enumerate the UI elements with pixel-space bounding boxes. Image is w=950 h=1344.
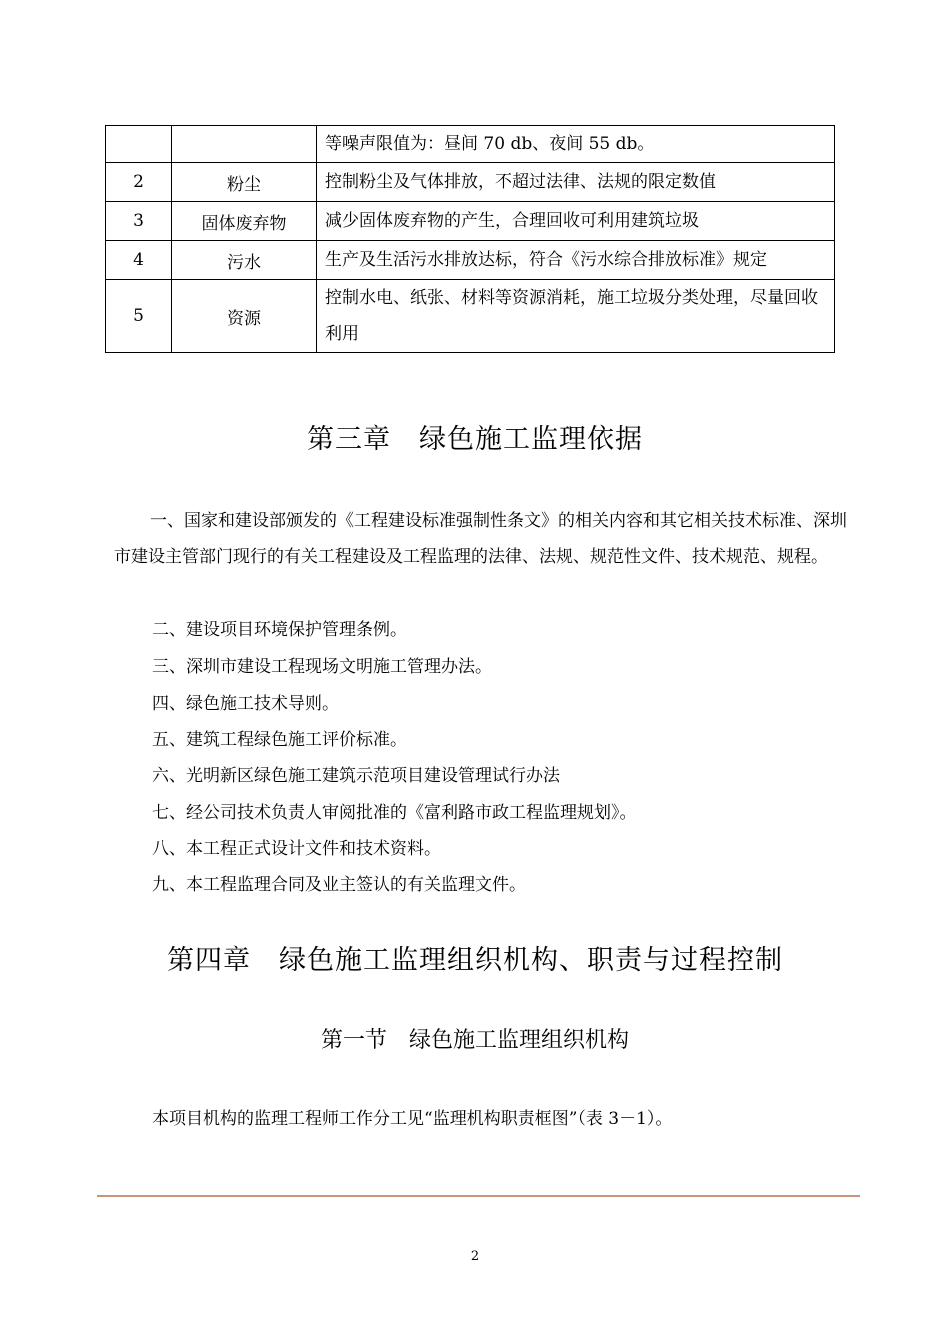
chapter3-paragraph-1 [114, 503, 854, 575]
row-number [106, 126, 172, 163]
row-number: 5 [106, 280, 172, 353]
row-number: 3 [106, 202, 172, 241]
chapter4-title: 第四章 绿色施工监理组织机构、职责与过程控制 [167, 945, 783, 976]
row-number: 4 [106, 241, 172, 280]
table-row [106, 241, 835, 280]
environment-standards-table [105, 125, 835, 353]
row-item [172, 126, 317, 163]
footer-divider [97, 1195, 860, 1197]
chapter4-section1-paragraph: 本项目机构的监理工程师工作分工见“监理机构职责框图”（表 3－1）。 [152, 1109, 673, 1129]
row-description: 控制粉尘及气体排放，不超过法律、法规的限定数值 [317, 163, 835, 202]
row-item: 粉尘 [172, 163, 317, 202]
chapter3-item: 八、本工程正式设计文件和技术资料。 [152, 839, 441, 859]
chapter3-item: 六、光明新区绿色施工建筑示范项目建设管理试行办法 [152, 766, 560, 786]
page-number: 2 [470, 1249, 480, 1264]
chapter4-section1-title: 第一节 绿色施工监理组织机构 [320, 1028, 629, 1053]
chapter3-item: 四、绿色施工技术导则。 [152, 694, 339, 714]
table-row [106, 163, 835, 202]
row-description: 生产及生活污水排放达标，符合《污水综合排放标准》规定 [317, 241, 835, 280]
chapter3-item: 二、建设项目环境保护管理条例。 [152, 620, 407, 640]
table-row [106, 280, 835, 353]
row-description: 等噪声限值为：昼间 70 db、夜间 55 db。 [317, 126, 835, 163]
chapter3-item: 五、建筑工程绿色施工评价标准。 [152, 730, 407, 750]
row-item: 资源 [172, 280, 317, 353]
chapter3-item: 三、深圳市建设工程现场文明施工管理办法。 [152, 657, 492, 677]
row-description: 控制水电、纸张、材料等资源消耗，施工垃圾分类处理，尽量回收利用 [317, 280, 835, 353]
table-row [106, 202, 835, 241]
row-item: 污水 [172, 241, 317, 280]
chapter3-title: 第三章 绿色施工监理依据 [307, 424, 643, 455]
row-description: 减少固体废弃物的产生，合理回收可利用建筑垃圾 [317, 202, 835, 241]
chapter3-item: 七、经公司技术负责人审阅批准的《富利路市政工程监理规划》。 [152, 803, 637, 823]
row-item: 固体废弃物 [172, 202, 317, 241]
chapter3-item: 九、本工程监理合同及业主签认的有关监理文件。 [152, 875, 526, 895]
chapter3-paragraph-1-text: 一、国家和建设部颁发的《工程建设标准强制性条文》的相关内容和其它相关技术标准、深圳市建设主管部门现行的有关工程建设及工程监理的法律、法规、规范性文件、技术规范、规程。 [114, 511, 847, 567]
table-row [106, 126, 835, 163]
row-number: 2 [106, 163, 172, 202]
